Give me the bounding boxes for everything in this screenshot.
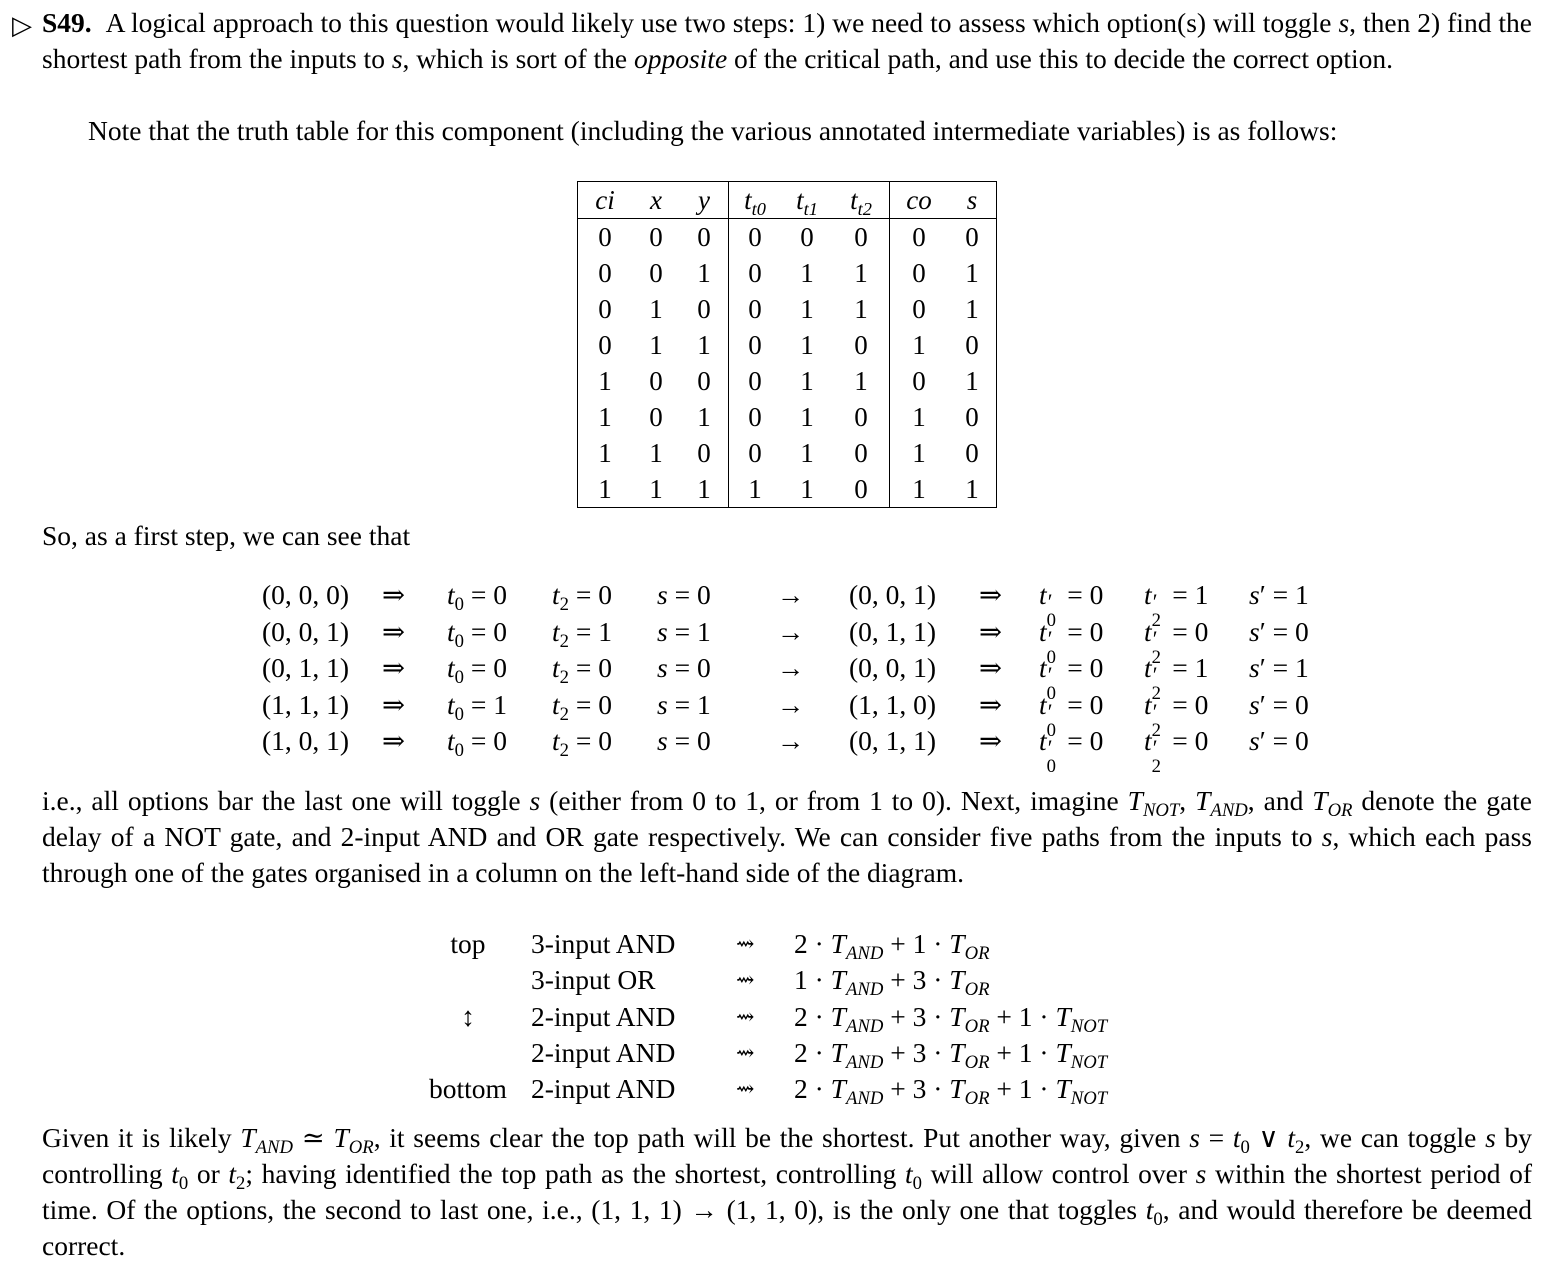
table-cell: 0 xyxy=(748,366,762,396)
table-cell: 0 xyxy=(965,438,979,468)
implies-icon: ⇒ xyxy=(382,579,406,611)
table-cell: 1 xyxy=(800,438,814,468)
table-cell: 1 xyxy=(965,474,979,504)
implies-icon: ⇒ xyxy=(979,688,1003,720)
table-row xyxy=(578,219,997,256)
path-position xyxy=(405,962,531,998)
truth-table-header xyxy=(578,182,997,219)
path-row xyxy=(405,926,1107,962)
path-row xyxy=(405,962,1107,998)
table-cell: 1 xyxy=(800,402,814,432)
table-cell: 0 xyxy=(833,399,890,435)
to-state: (0, 0, 1) xyxy=(849,579,937,611)
header-t2: $t_{t2}$ xyxy=(833,182,890,219)
path-row xyxy=(405,1035,1107,1071)
table-cell: 1 xyxy=(800,294,814,324)
table-cell: 0 xyxy=(912,366,926,396)
table-cell: 1 xyxy=(598,474,612,504)
table-cell: 0 xyxy=(598,294,612,324)
gate-type: 3-input AND xyxy=(531,928,676,960)
t0-prime-value: t ′ 0 = 0 xyxy=(1039,725,1104,778)
header-x: x xyxy=(632,182,680,219)
t0-prime-value: t ′ 0 = 0 xyxy=(1039,652,1104,705)
transition-row xyxy=(262,687,1339,724)
path-row xyxy=(405,1071,1107,1107)
t2-prime-value: t ′ 2 = 0 xyxy=(1144,615,1209,668)
table-cell: 0 xyxy=(912,294,926,324)
gate-type: 2-input AND xyxy=(531,1037,676,1069)
s-value: s = 1 xyxy=(657,615,711,647)
table-cell: 1 xyxy=(680,255,729,291)
gate-type: 2-input AND xyxy=(531,1073,676,1105)
transition-arrow-icon: → xyxy=(777,688,805,720)
s-prime-value: s′ = 0 xyxy=(1249,615,1309,647)
t2-value: $t_2 = 0$ xyxy=(552,579,612,616)
table-cell: 0 xyxy=(965,330,979,360)
implies-icon: ⇒ xyxy=(979,725,1003,757)
transition-arrow-icon: → xyxy=(777,615,805,647)
table-cell: 0 xyxy=(649,222,663,252)
transition-row xyxy=(262,614,1339,651)
table-cell: 0 xyxy=(912,222,926,252)
table-cell: 0 xyxy=(748,438,762,468)
s-value: s = 1 xyxy=(657,688,711,720)
transition-row xyxy=(262,650,1339,687)
header-y: y xyxy=(680,182,729,219)
to-state: (1, 1, 0) xyxy=(849,688,937,720)
table-cell: 0 xyxy=(680,291,729,327)
table-cell: 0 xyxy=(833,435,890,471)
table-cell: 1 xyxy=(649,438,663,468)
truth-table-body xyxy=(578,219,997,508)
from-state: (0, 0, 1) xyxy=(262,615,350,647)
table-cell: 0 xyxy=(748,330,762,360)
path-delay: $2 \cdot T_{AND} + 3 \cdot T_{OR} + 1 \cdot T_{NOT}$ xyxy=(794,1073,1108,1110)
conclusion-paragraph: Given it is likely $T_{AND}$ ≃ $T_{OR}$, it seems clear the top path will be the shortest. Put another way, given $s = t_0$ ∨ $t_2$, we can toggle s by controlling $t_0$ or $t_2$; having identified the top path as the shortest, controlling $t_0$ will allow control over s within the shortest period of time. Of the options, the second to last one, i.e., (1, 1, 1) → (1, 1, 0), is the only one that toggles $t_0$, and would therefore be deemed correct. xyxy=(42,1122,1533,1261)
table-cell: 1 xyxy=(598,438,612,468)
first-step-text: So, as a first step, we can see that xyxy=(42,520,411,551)
t2-prime-value: t ′ 2 = 1 xyxy=(1144,652,1209,705)
from-state: (0, 1, 1) xyxy=(262,652,350,684)
table-cell: 1 xyxy=(912,402,926,432)
t2-prime-value: t ′ 2 = 1 xyxy=(1144,579,1209,632)
path-delay: $2 \cdot T_{AND} + 3 \cdot T_{OR} + 1 \cdot T_{NOT}$ xyxy=(794,1000,1108,1037)
transitions-table xyxy=(262,577,1339,778)
table-cell: 1 xyxy=(965,366,979,396)
to-state: (0, 0, 1) xyxy=(849,652,937,684)
t2-value: $t_2 = 1$ xyxy=(552,615,612,652)
table-cell: 0 xyxy=(649,402,663,432)
s-prime-value: s′ = 1 xyxy=(1249,579,1309,611)
header-ci: ci xyxy=(578,182,633,219)
table-cell: 0 xyxy=(598,330,612,360)
implies-icon: ⇒ xyxy=(382,652,406,684)
table-cell: 0 xyxy=(833,219,890,256)
leads-to-icon: ⇝ xyxy=(736,967,755,993)
path-position: top xyxy=(450,928,486,960)
t2-prime-value: t ′ 2 = 0 xyxy=(1144,725,1209,778)
leads-to-icon: ⇝ xyxy=(736,931,755,957)
table-row xyxy=(578,399,997,435)
table-cell: 0 xyxy=(680,363,729,399)
t0-value: $t_0 = 1$ xyxy=(447,688,507,725)
transition-arrow-icon: → xyxy=(777,652,805,684)
implies-icon: ⇒ xyxy=(382,615,406,647)
table-cell: 1 xyxy=(649,294,663,324)
implies-icon: ⇒ xyxy=(382,725,406,757)
table-cell: 0 xyxy=(598,222,612,252)
t0-value: $t_0 = 0$ xyxy=(447,579,507,616)
t2-value: $t_2 = 0$ xyxy=(552,652,612,689)
s-value: s = 0 xyxy=(657,579,711,611)
transition-arrow-icon: → xyxy=(777,725,805,757)
table-cell: 1 xyxy=(800,330,814,360)
table-cell: 1 xyxy=(598,366,612,396)
t0-prime-value: t ′ 0 = 0 xyxy=(1039,579,1104,632)
path-position xyxy=(405,1035,531,1071)
truth-table xyxy=(577,181,997,508)
from-state: (1, 0, 1) xyxy=(262,725,350,757)
to-state: (0, 1, 1) xyxy=(849,725,937,757)
table-row xyxy=(578,327,997,363)
table-cell: 1 xyxy=(800,366,814,396)
path-position: bottom xyxy=(429,1073,507,1105)
table-cell: 0 xyxy=(965,222,979,252)
table-cell: 1 xyxy=(800,258,814,288)
table-cell: 0 xyxy=(748,222,762,252)
s-prime-value: s′ = 0 xyxy=(1249,725,1309,757)
t2-value: $t_2 = 0$ xyxy=(552,725,612,762)
t0-prime-value: t ′ 0 = 0 xyxy=(1039,615,1104,668)
table-cell: 1 xyxy=(965,294,979,324)
transition-row xyxy=(262,577,1339,614)
leads-to-icon: ⇝ xyxy=(736,1003,755,1029)
s-prime-value: s′ = 0 xyxy=(1249,688,1309,720)
t2-prime-value: t ′ 2 = 0 xyxy=(1144,688,1209,741)
s-value: s = 0 xyxy=(657,725,711,757)
table-row xyxy=(578,471,997,508)
table-cell: 1 xyxy=(748,474,762,504)
t0-value: $t_0 = 0$ xyxy=(447,652,507,689)
from-state: (1, 1, 1) xyxy=(262,688,350,720)
table-cell: 0 xyxy=(748,294,762,324)
table-cell: 1 xyxy=(649,474,663,504)
transition-row xyxy=(262,723,1339,760)
table-cell: 1 xyxy=(598,402,612,432)
t0-prime-value: t ′ 0 = 0 xyxy=(1039,688,1104,741)
table-cell: 0 xyxy=(598,258,612,288)
table-row xyxy=(578,255,997,291)
table-cell: 1 xyxy=(833,363,890,399)
table-cell: 0 xyxy=(965,402,979,432)
header-t1: $t_{t1}$ xyxy=(781,182,833,219)
from-state: (0, 0, 0) xyxy=(262,579,350,611)
gate-type: 2-input AND xyxy=(531,1000,676,1032)
table-cell: 0 xyxy=(680,435,729,471)
table-cell: 0 xyxy=(833,471,890,508)
table-row xyxy=(578,291,997,327)
implies-icon: ⇒ xyxy=(382,688,406,720)
s-prime-value: s′ = 1 xyxy=(1249,652,1309,684)
path-delay: $2 \cdot T_{AND} + 3 \cdot T_{OR} + 1 \cdot T_{NOT}$ xyxy=(794,1037,1108,1073)
triangle-marker-icon: ▷ xyxy=(12,11,32,40)
note-paragraph: Note that the truth table for this component (including the various annotated intermediate variables) is as follows: xyxy=(88,115,1338,146)
table-cell: 0 xyxy=(912,258,926,288)
gate-type: 3-input OR xyxy=(531,964,656,996)
leads-to-icon: ⇝ xyxy=(736,1076,755,1102)
table-cell: 1 xyxy=(833,255,890,291)
table-cell: 1 xyxy=(912,474,926,504)
gate-delay-paragraph: i.e., all options bar the last one will toggle s (either from 0 to 1, or from 1 to 0). Next, imagine $T_{NOT}$, $T_{AND}$, and $T_{OR}$ denote the gate delay of a NOT gate, and 2-input AND and OR gate respectively. We can consider five paths from the inputs to s, which each pass through one of the gates organised in a column on the left-hand side of the diagram. xyxy=(42,785,1533,888)
t2-value: $t_2 = 0$ xyxy=(552,688,612,725)
implies-icon: ⇒ xyxy=(979,615,1003,647)
path-delay: $2 \cdot T_{AND} + 1 \cdot T_{OR}$ xyxy=(794,928,990,965)
table-cell: 0 xyxy=(833,327,890,363)
leads-to-icon: ⇝ xyxy=(736,1040,755,1066)
implies-icon: ⇒ xyxy=(979,652,1003,684)
table-cell: 1 xyxy=(912,438,926,468)
table-cell: 1 xyxy=(680,399,729,435)
table-row xyxy=(578,435,997,471)
paths-table xyxy=(405,926,1108,1110)
table-cell: 1 xyxy=(680,471,729,508)
table-cell: 0 xyxy=(748,258,762,288)
path-row xyxy=(405,999,1107,1035)
path-position: ↕ xyxy=(461,1000,475,1032)
table-cell: 0 xyxy=(680,219,729,256)
t0-value: $t_0 = 0$ xyxy=(447,615,507,652)
table-cell: 1 xyxy=(800,474,814,504)
to-state: (0, 1, 1) xyxy=(849,615,937,647)
s-value: s = 0 xyxy=(657,652,711,684)
path-delay: $1 \cdot T_{AND} + 3 \cdot T_{OR}$ xyxy=(794,964,990,1001)
table-cell: 0 xyxy=(800,222,814,252)
header-t0: $t_{t0}$ xyxy=(729,182,782,219)
t0-value: $t_0 = 0$ xyxy=(447,725,507,762)
table-cell: 1 xyxy=(833,291,890,327)
header-s: s xyxy=(948,182,997,219)
table-cell: 1 xyxy=(912,330,926,360)
table-cell: 0 xyxy=(649,366,663,396)
table-cell: 0 xyxy=(748,402,762,432)
problem-label: S49. xyxy=(42,7,92,38)
table-cell: 1 xyxy=(649,330,663,360)
table-row xyxy=(578,363,997,399)
implies-icon: ⇒ xyxy=(979,579,1003,611)
table-cell: 0 xyxy=(649,258,663,288)
table-cell: 1 xyxy=(680,327,729,363)
table-cell: 1 xyxy=(965,258,979,288)
transition-arrow-icon: → xyxy=(777,579,805,611)
intro-paragraph: S49. A logical approach to this question would likely use two steps: 1) we need to assess which option(s) will toggle s, then 2) find the shortest path from the inputs to s, which is sort of the opposite of the critical path, and use this to decide the correct option. xyxy=(42,7,1532,74)
header-co: co xyxy=(890,182,949,219)
